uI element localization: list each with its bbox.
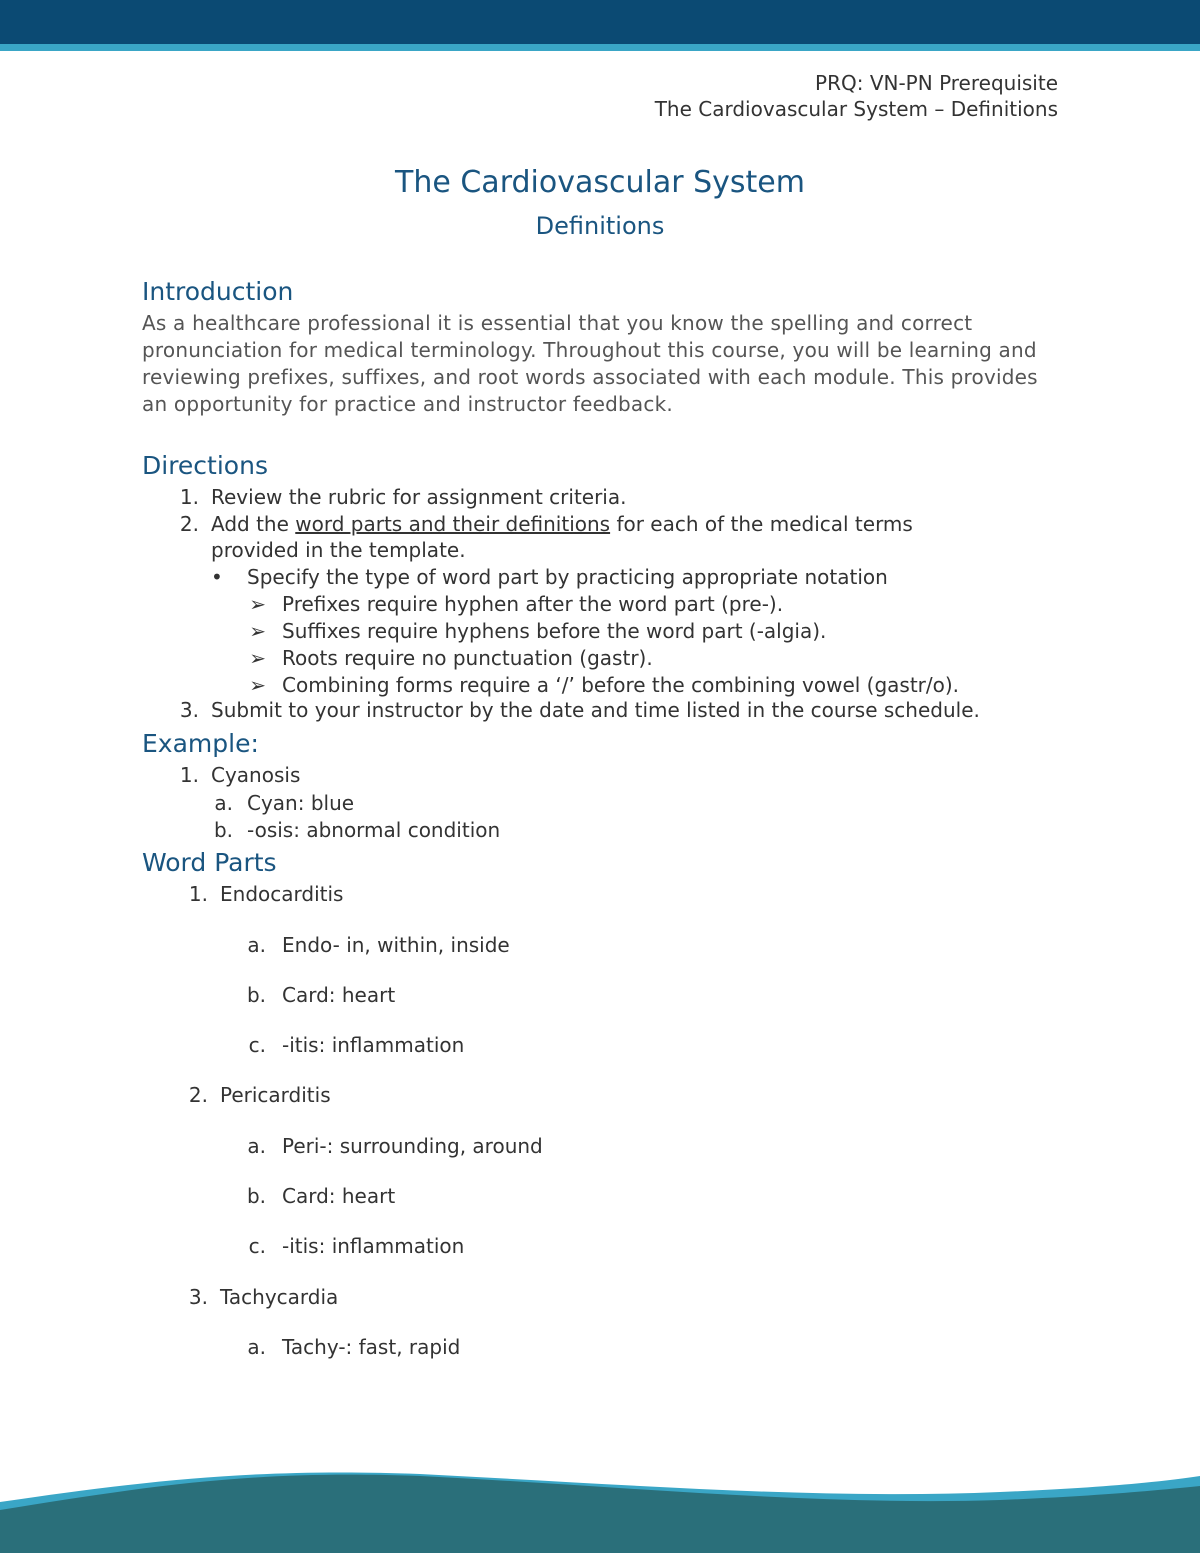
part-text: Cyan: blue [247, 791, 355, 815]
list-letter: a. [247, 1335, 266, 1359]
directions-item-1 [179, 484, 627, 510]
word-part [246, 1183, 396, 1209]
part-text: -itis: inflammation [282, 1234, 465, 1258]
list-letter: a. [247, 933, 266, 957]
running-header [655, 70, 1058, 122]
notation-rule-text: Suffixes require hyphens before the word part (-algia). [282, 619, 827, 643]
list-number: 1. [179, 763, 199, 787]
word-part [247, 1334, 461, 1360]
list-number: 2. [188, 1083, 208, 1107]
part-text: -osis: abnormal condition [247, 818, 501, 842]
term-text: Pericarditis [220, 1083, 331, 1107]
list-letter: a. [247, 1134, 266, 1158]
word-parts-heading: Word Parts [142, 848, 277, 877]
footer-wave [0, 1440, 1200, 1553]
word-parts-link[interactable]: word parts and their definitions [295, 512, 611, 536]
word-parts-term [188, 1284, 339, 1310]
directions-item-text: Add the [211, 512, 296, 536]
document-name: The Cardiovascular System – Definitions [654, 97, 1058, 121]
notation-rule [249, 645, 653, 671]
list-letter: b. [246, 1184, 266, 1208]
directions-item-text: Submit to your instructor by the date and time listed in the course schedule. [211, 698, 980, 722]
arrow-bullet-icon: ➢ [249, 673, 266, 697]
bullet-icon: • [211, 565, 223, 589]
part-text: Peri-: surrounding, around [282, 1134, 543, 1158]
word-part [248, 1233, 465, 1259]
list-letter: c. [248, 1234, 266, 1258]
directions-item-2 [179, 511, 913, 537]
word-parts-term [188, 1082, 331, 1108]
directions-item-3 [179, 697, 980, 723]
example-part [213, 817, 501, 843]
directions-heading: Directions [142, 451, 268, 480]
term-text: Cyanosis [211, 763, 301, 787]
word-part [247, 1133, 543, 1159]
arrow-bullet-icon: ➢ [249, 592, 266, 616]
arrow-bullet-icon: ➢ [249, 619, 266, 643]
part-text: Card: heart [282, 1184, 396, 1208]
notation-rule-text: Combining forms require a ‘/’ before the combining vowel (gastr/o). [282, 673, 960, 697]
bullet-text: Specify the type of word part by practicing appropriate notation [247, 565, 888, 589]
list-number: 1. [188, 882, 208, 906]
part-text: Endo- in, within, inside [282, 933, 510, 957]
word-part [246, 982, 396, 1008]
list-number: 1. [179, 485, 199, 509]
part-text: -itis: inflammation [282, 1033, 465, 1057]
list-number: 3. [179, 698, 199, 722]
example-term [179, 762, 301, 788]
list-number: 3. [188, 1285, 208, 1309]
part-text: Card: heart [282, 983, 396, 1007]
document-subtitle: Definitions [535, 212, 665, 240]
notation-rule [249, 591, 784, 617]
directions-bullet [211, 564, 888, 590]
word-part [248, 1032, 465, 1058]
arrow-bullet-icon: ➢ [249, 646, 266, 670]
directions-item-2-continued: provided in the template. [211, 538, 466, 562]
example-heading: Example: [142, 729, 259, 758]
notation-rule [249, 618, 827, 644]
list-letter: a. [214, 791, 233, 815]
list-number: 2. [179, 512, 199, 536]
header-band [0, 0, 1200, 44]
notation-rule [249, 672, 960, 698]
notation-rule-text: Prefixes require hyphen after the word part (pre-). [282, 592, 784, 616]
header-stripe [0, 44, 1200, 51]
notation-rule-text: Roots require no punctuation (gastr). [282, 646, 653, 670]
introduction-heading: Introduction [142, 277, 294, 306]
list-letter: b. [246, 983, 266, 1007]
course-name: PRQ: VN-PN Prerequisite [815, 71, 1058, 95]
term-text: Tachycardia [220, 1285, 339, 1309]
example-part [214, 790, 355, 816]
directions-item-text: Review the rubric for assignment criteria. [211, 485, 627, 509]
introduction-text: As a healthcare professional it is essential that you know the spelling and correct pronunciation for medical terminology. Throughout this course, you will be learning and reviewing prefixes, suffixes, and root words associated with each module. This provides an opportunity for practice and instructor feedback. [142, 311, 1038, 416]
document-title: The Cardiovascular System [395, 165, 805, 200]
word-part [247, 932, 510, 958]
part-text: Tachy-: fast, rapid [282, 1335, 461, 1359]
directions-item-text: for each of the medical terms [610, 512, 913, 536]
list-letter: c. [248, 1033, 266, 1057]
word-parts-term [188, 881, 344, 907]
list-letter: b. [213, 818, 233, 842]
term-text: Endocarditis [220, 882, 344, 906]
